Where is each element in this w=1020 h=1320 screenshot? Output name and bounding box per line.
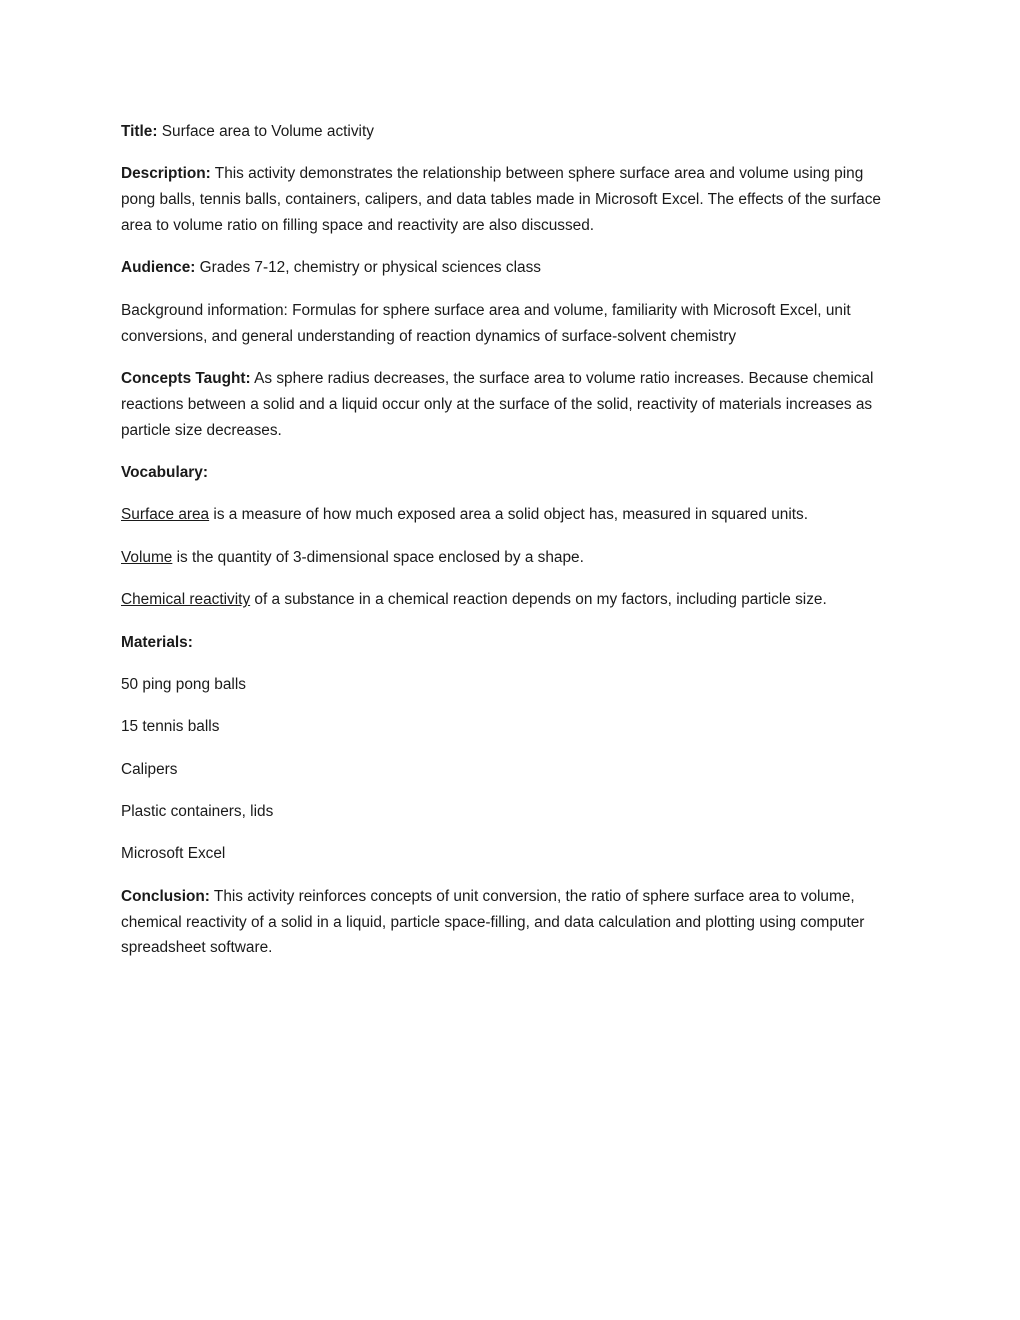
vocabulary-item-surface-area [121,502,901,528]
vocabulary-item-chemical-reactivity [121,587,901,613]
vocabulary-definition: is a measure of how much exposed area a solid object has, measured in squared units. [209,506,808,524]
background-text: Background information: Formulas for sphere surface area and volume, familiarity with Microsoft Excel, unit conversions, and general understanding of reaction dynamics of surface-solvent chemistry [121,301,851,345]
description-text: This activity demonstrates the relationship between sphere surface area and volume using ping pong balls, tennis balls, containers, calipers, and data tables made in Microsoft Excel. The effects of the surface area to volume ratio on filling space and reactivity are also discussed. [121,165,881,234]
materials-heading: Materials: [121,633,193,651]
conclusion-paragraph [121,884,901,961]
conclusion-label: Conclusion: [121,887,210,905]
description-paragraph [121,161,901,238]
concepts-label: Concepts Taught: [121,369,251,387]
concepts-text: As sphere radius decreases, the surface area to volume ratio increases. Because chemical reactions between a solid and a liquid occur only at the surface of the solid, reactivity of materials increases as particle size decreases. [121,369,874,439]
vocabulary-heading: Vocabulary: [121,463,208,481]
description-label: Description: [121,165,211,183]
vocabulary-item-volume [121,545,901,571]
title-label: Title: [121,123,158,140]
vocabulary-definition: of a substance in a chemical reaction depends on my factors, including particle size. [250,591,827,609]
concepts-paragraph [121,366,901,443]
audience-label: Audience: [121,259,196,277]
conclusion-text: This activity reinforces concepts of unit conversion, the ratio of sphere surface area to volume, chemical reactivity of a solid in a liquid, particle space-filling, and data calculation and plotting using computer spreadsheet software. [121,887,865,957]
title-paragraph [121,119,901,145]
materials-item: 50 ping pong balls [121,675,246,693]
materials-item: Plastic containers, lids [121,803,274,821]
vocabulary-definition: is the quantity of 3-dimensional space enclosed by a shape. [172,548,584,566]
materials-item: Microsoft Excel [121,845,226,863]
vocabulary-term: Surface area [121,506,210,524]
materials-item: Calipers [121,760,178,778]
audience-paragraph [121,255,901,281]
background-paragraph [121,298,901,350]
vocabulary-term: Volume [121,548,173,566]
title-text: Surface area to Volume activity [157,123,374,140]
document-page [121,119,901,978]
audience-text: Grades 7-12, chemistry or physical sciences class [195,259,541,277]
vocabulary-term: Chemical reactivity [121,591,251,609]
materials-item: 15 tennis balls [121,718,220,736]
